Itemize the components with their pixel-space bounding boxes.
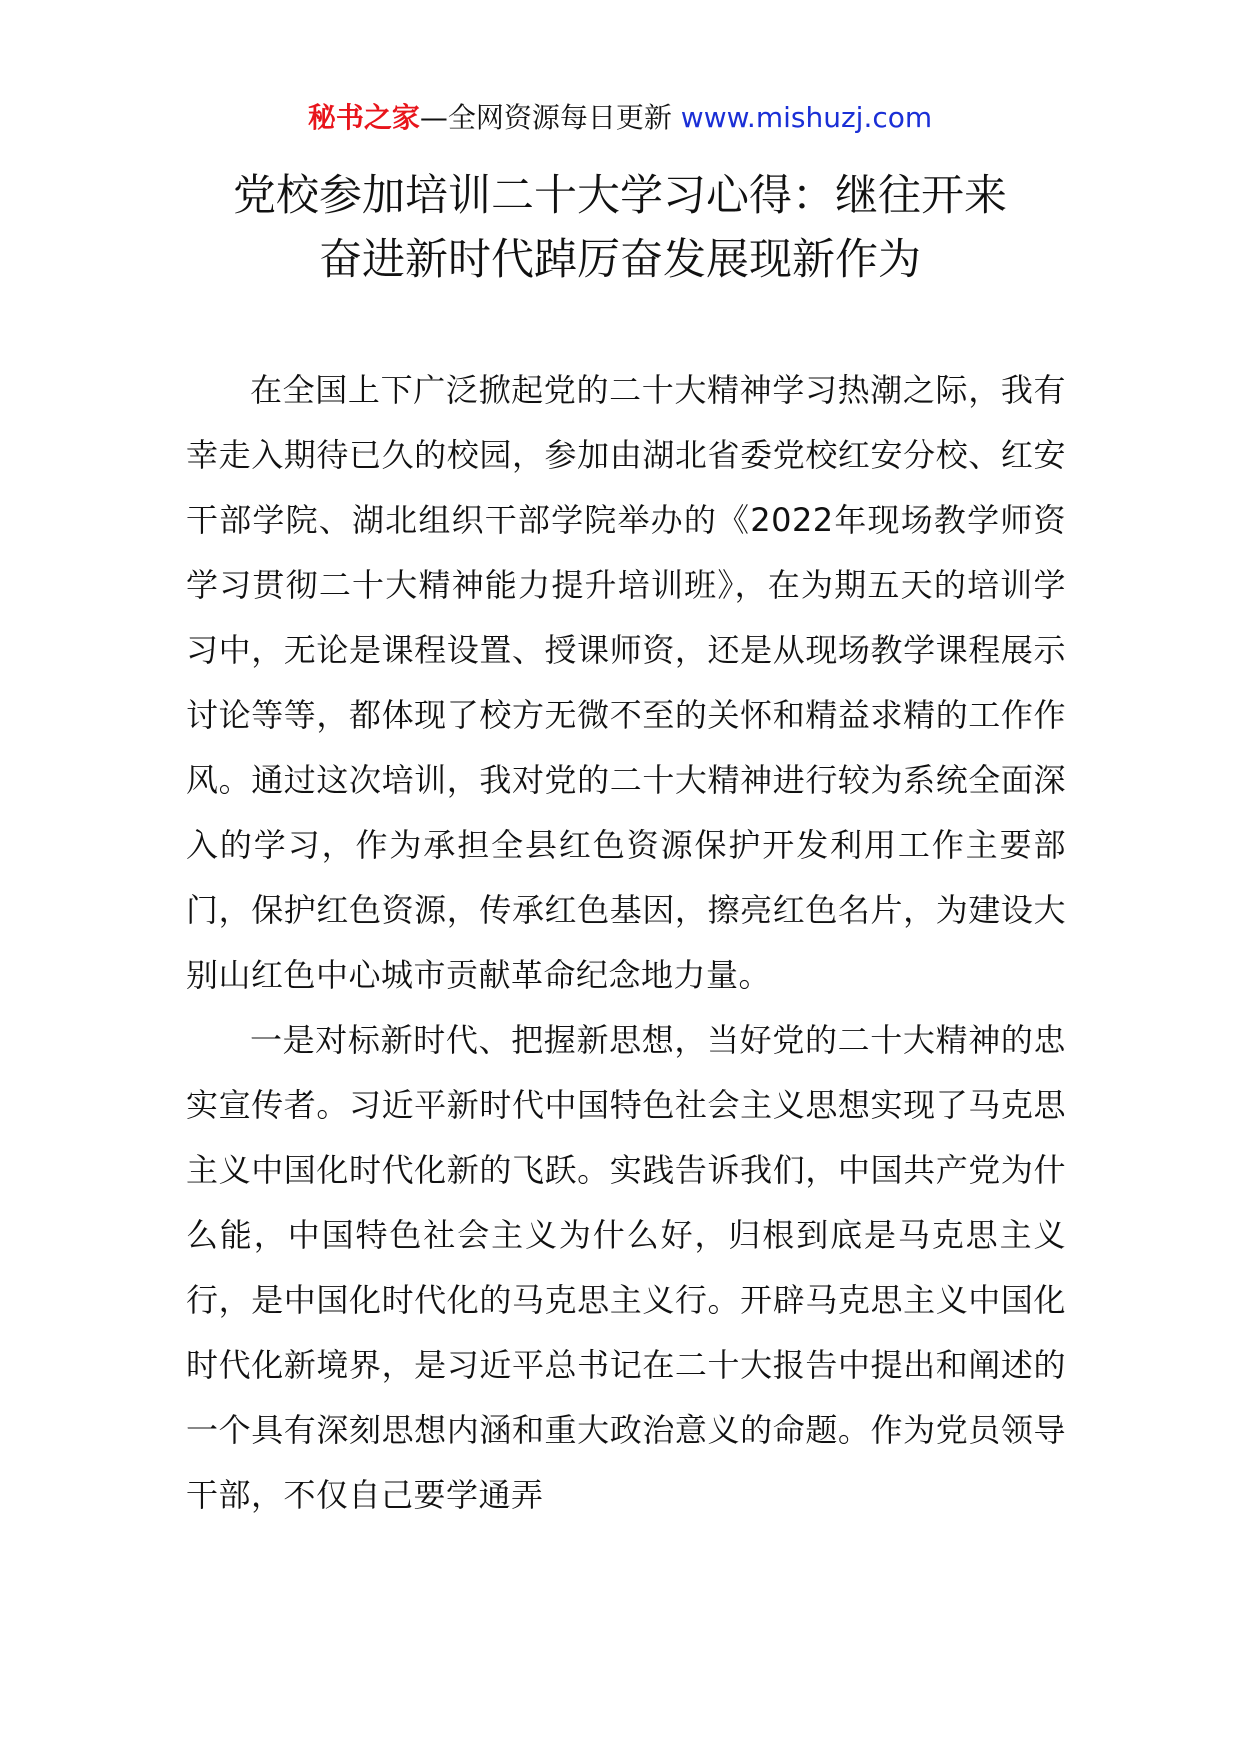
- paragraph-intro: 在全国上下广泛掀起党的二十大精神学习热潮之际，我有幸走入期待已久的校园，参加由湖北省委党校红安分校、红安干部学院、湖北组织干部学院举办的《2022年现场教学师资学习贯彻二十大精神能力提升培训班》，在为期五天的培训学习中，无论是课程设置、授课师资，还是从现场教学课程展示讨论等等，都体现了校方无微不至的关怀和精益求精的工作作风。通过这次培训，我对党的二十大精神进行较为系统全面深入的学习，作为承担全县红色资源保护开发利用工作主要部门，保护红色资源，传承红色基因，擦亮红色名片，为建设大别山红色中心城市贡献革命纪念地力量。: [186, 371, 1066, 994]
- document-title: [0, 164, 1240, 292]
- title-line-2: 奋进新时代踔厉奋发展现新作为: [319, 235, 921, 285]
- site-header: [0, 98, 1240, 138]
- header-tagline: —全网资源每日更新: [419, 101, 672, 134]
- brand-name: 秘书之家: [307, 101, 420, 134]
- title-line-1: 党校参加培训二十大学习心得：继往开来: [233, 171, 1007, 221]
- document-body: [186, 358, 1066, 1528]
- paragraph-point-one: 一是对标新时代、把握新思想，当好党的二十大精神的忠实宣传者。习近平新时代中国特色社会主义思想实现了马克思主义中国化时代化新的飞跃。实践告诉我们，中国共产党为什么能，中国特色社会主义为什么好，归根到底是马克思主义行，是中国化时代化的马克思主义行。开辟马克思主义中国化时代化新境界，是习近平总书记在二十大报告中提出和阐述的一个具有深刻思想内涵和重大政治意义的命题。作为党员领导干部，不仅自己要学通弄: [186, 1021, 1066, 1514]
- site-url-link[interactable]: www.mishuzj.com: [680, 101, 933, 134]
